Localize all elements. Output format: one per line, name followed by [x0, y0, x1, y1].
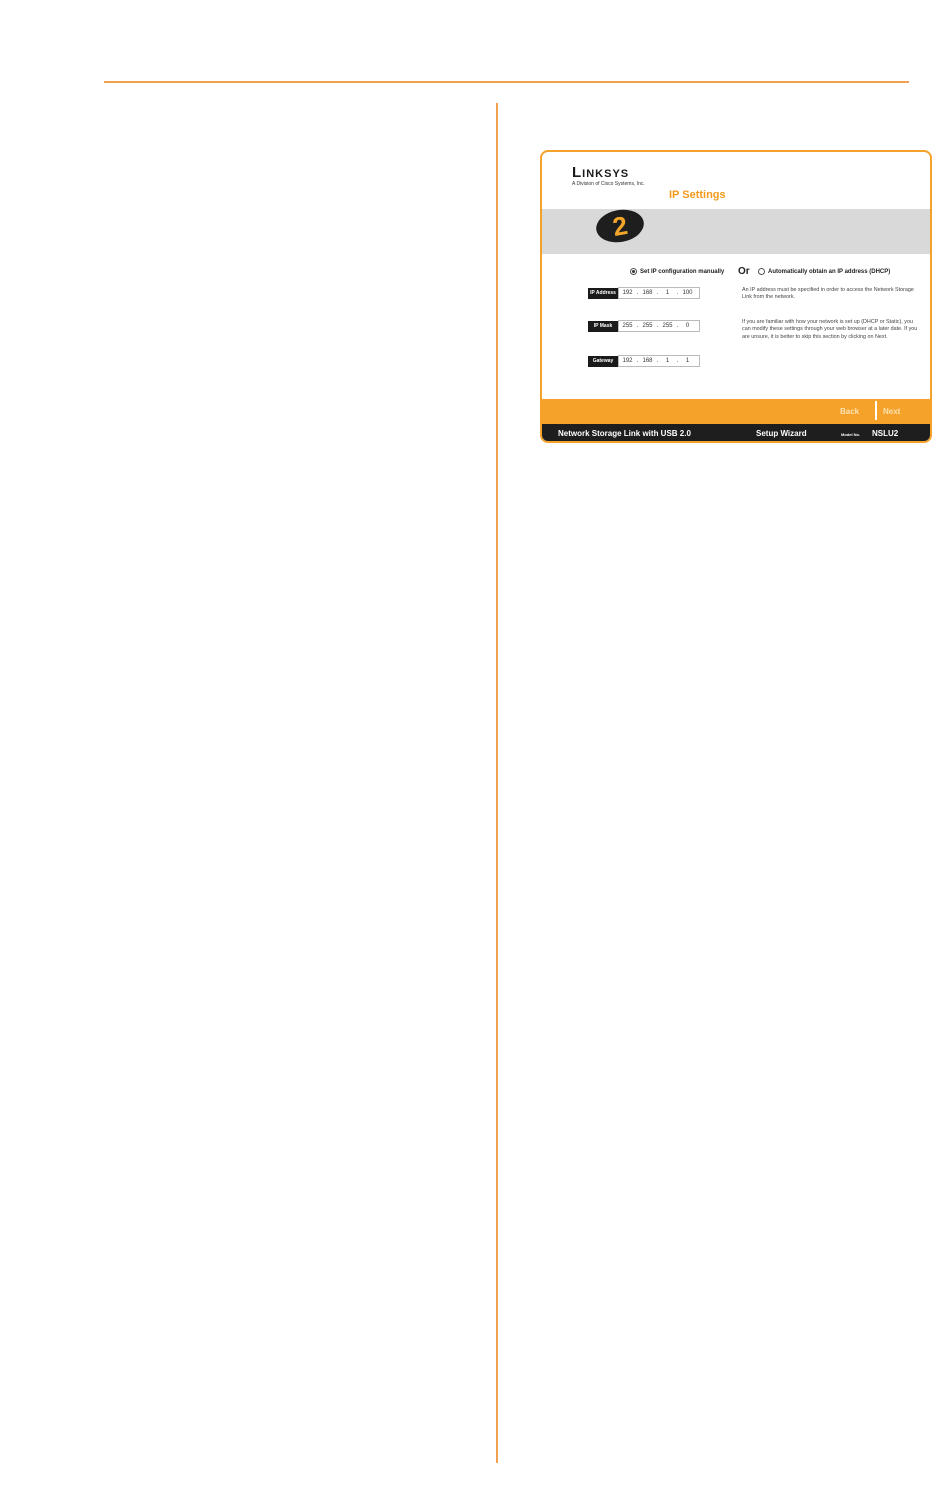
step-number-badge: 2 — [594, 206, 647, 246]
octet-input[interactable]: 1 — [665, 358, 670, 364]
octet-input[interactable]: 0 — [685, 323, 690, 329]
back-button[interactable]: Back — [840, 407, 860, 416]
linksys-logo — [572, 164, 645, 187]
octet-input[interactable]: 1 — [685, 358, 690, 364]
ip-mask-field[interactable]: 255 . 255 . 255 . 0 — [618, 320, 700, 332]
footer-nav-bar — [542, 399, 930, 424]
column-divider — [496, 103, 498, 1463]
ip-required-note: An IP address must be specified in order to access the Network Storage Link from the network. — [742, 287, 914, 301]
gateway-row — [588, 355, 700, 367]
octet-input[interactable]: 168 — [642, 358, 653, 364]
octet-input[interactable]: 100 — [682, 290, 693, 296]
ip-mask-label: IP Mask — [588, 321, 618, 332]
setup-wizard-window — [540, 150, 932, 443]
logo-subtitle: A Division of Cisco Systems, Inc. — [572, 181, 645, 187]
gateway-label: Gateway — [588, 356, 618, 367]
octet-input[interactable]: 192 — [622, 358, 633, 364]
product-footer — [542, 424, 930, 443]
wizard-name: Setup Wizard — [756, 429, 807, 438]
dhcp-label: Automatically obtain an IP address (DHCP) — [768, 268, 891, 275]
octet-input[interactable]: 255 — [622, 323, 633, 329]
page-title: IP Settings — [669, 189, 726, 201]
dhcp-option[interactable] — [758, 268, 890, 275]
ip-address-row — [588, 287, 700, 299]
ip-address-label: IP Address — [588, 288, 618, 299]
manual-ip-option[interactable] — [630, 268, 724, 275]
octet-input[interactable]: 192 — [622, 290, 633, 296]
model-number: NSLU2 — [872, 429, 899, 438]
network-help-note: If you are familiar with how your network is set up (DHCP or Static), you can modify these settings through your web browser at a later date. If you are unsure, it is better to skip this section by clicking on Next. — [742, 319, 918, 340]
octet-input[interactable]: 1 — [665, 290, 670, 296]
or-label: Or — [738, 266, 750, 277]
radio-selected-icon[interactable] — [630, 268, 637, 275]
radio-unselected-icon[interactable] — [758, 268, 765, 275]
logo-wordmark: Linksys — [572, 164, 630, 181]
header-rule — [104, 81, 909, 83]
ip-address-field[interactable]: 192 . 168 . 1 . 100 — [618, 287, 700, 299]
manual-ip-label: Set IP configuration manually — [640, 268, 725, 275]
octet-input[interactable]: 255 — [662, 323, 673, 329]
nav-divider — [875, 401, 877, 420]
next-button[interactable]: Next — [883, 407, 901, 416]
octet-input[interactable]: 255 — [642, 323, 653, 329]
product-name: Network Storage Link with USB 2.0 — [558, 429, 691, 438]
ip-mask-row — [588, 320, 700, 332]
model-label: Model No. — [841, 432, 861, 437]
octet-input[interactable]: 168 — [642, 290, 653, 296]
gateway-field[interactable]: 192 . 168 . 1 . 1 — [618, 355, 700, 367]
